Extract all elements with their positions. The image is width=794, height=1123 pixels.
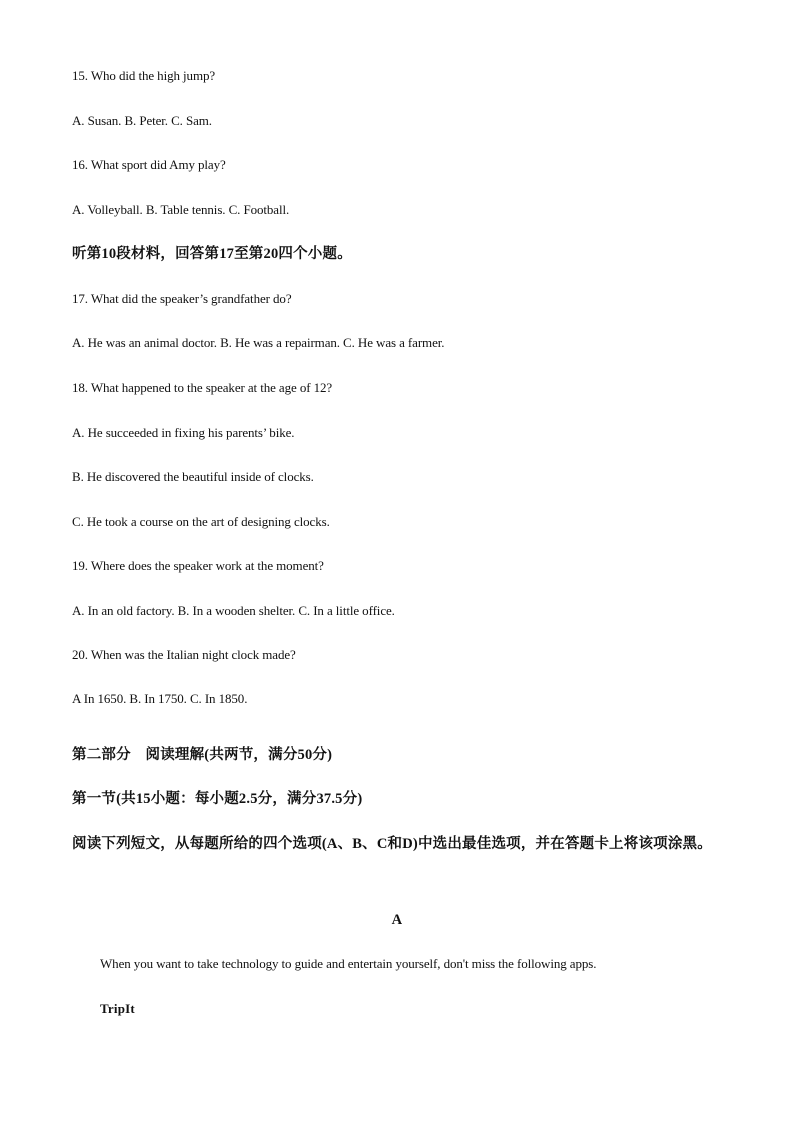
question-18: 18. What happened to the speaker at the age of 12? [72,380,333,395]
section-1-title: 第一节(共15小题：每小题2.5分，满分37.5分) [72,791,363,807]
question-17-options: A. He was an animal doctor. B. He was a repairman. C. He was a farmer. [72,335,445,350]
question-15-options: A. Susan. B. Peter. C. Sam. [72,113,212,128]
question-18-option-c: C. He took a course on the art of designing clocks. [72,514,330,529]
app-name-heading: TripIt [100,1001,135,1016]
question-20-options: A In 1650. B. In 1750. C. In 1850. [72,691,248,706]
question-18-option-b: B. He discovered the beautiful inside of clocks. [72,469,314,484]
question-18-option-a: A. He succeeded in fixing his parents’ bike. [72,425,295,440]
question-15: 15. Who did the high jump? [72,68,216,83]
question-17: 17. What did the speaker’s grandfather do? [72,291,292,306]
section-10-instruction: 听第10段材料，回答第17至第20四个小题。 [72,246,352,262]
passage-intro: When you want to take technology to guide and entertain yourself, don't miss the following apps. [100,956,597,971]
reading-instruction: 阅读下列短文，从每题所给的四个选项(A、B、C和D)中选出最佳选项，并在答题卡上将该项涂黑。 [72,836,712,852]
question-19: 19. Where does the speaker work at the moment? [72,558,324,573]
question-20: 20. When was the Italian night clock made? [72,647,296,662]
passage-label: A [391,912,403,928]
question-19-options: A. In an old factory. B. In a wooden shelter. C. In a little office. [72,603,395,618]
question-16: 16. What sport did Amy play? [72,157,226,172]
question-16-options: A. Volleyball. B. Table tennis. C. Football. [72,202,290,217]
part-2-title: 第二部分 阅读理解(共两节，满分50分) [72,747,333,763]
